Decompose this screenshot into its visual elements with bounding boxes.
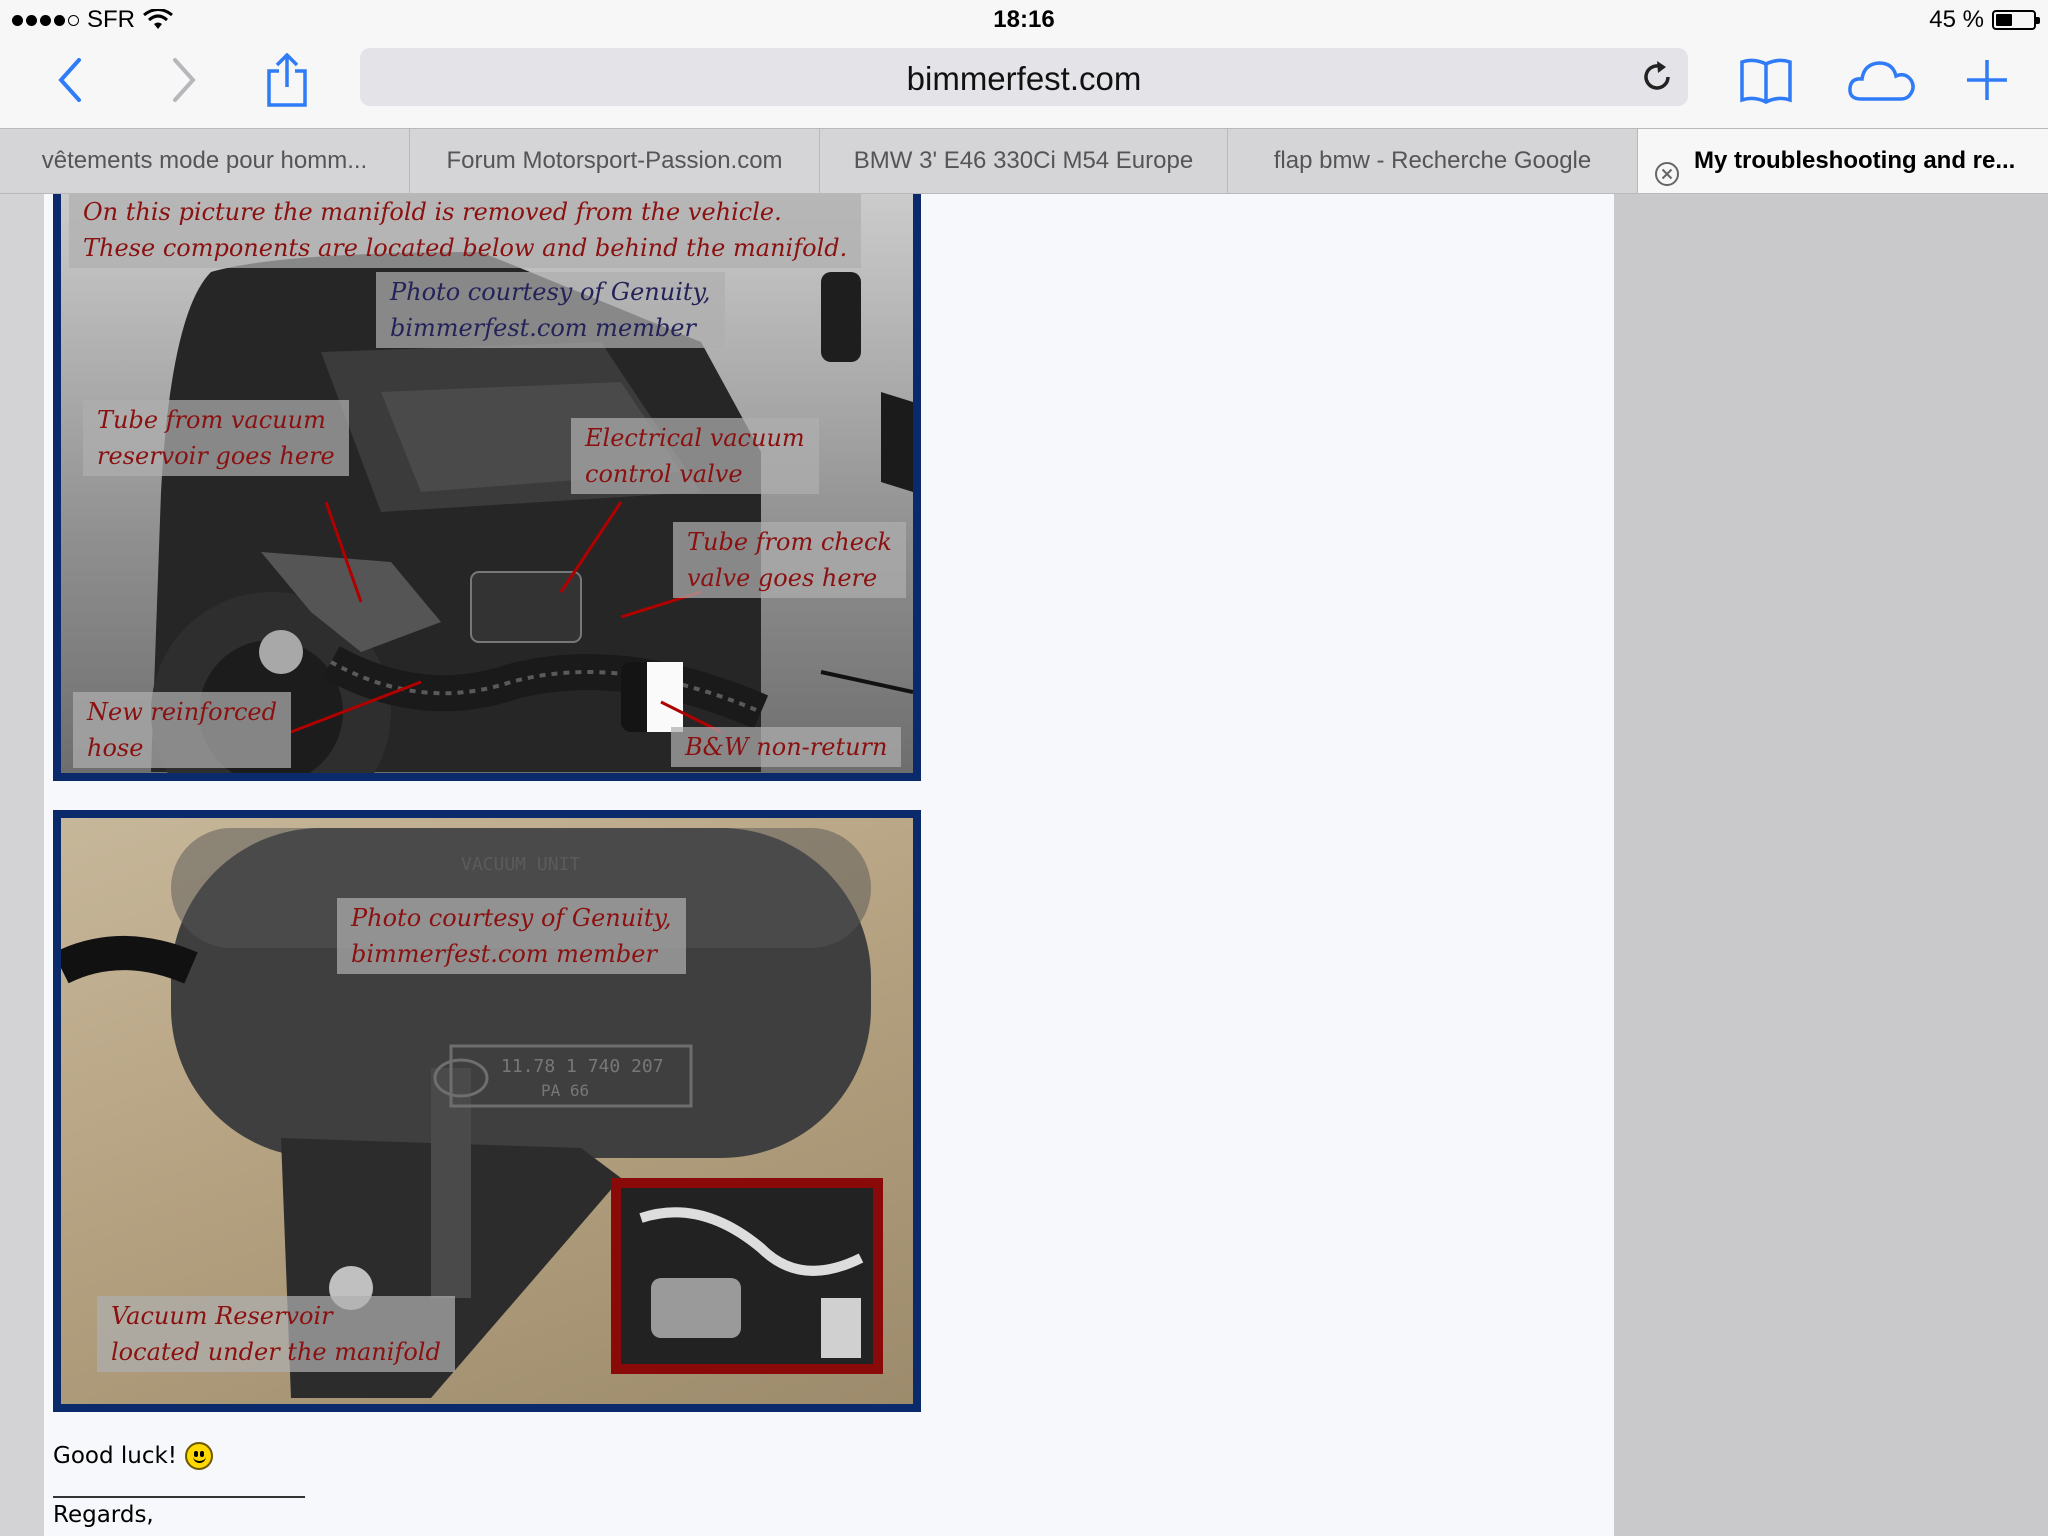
tab-bmw-e46[interactable] — [820, 129, 1228, 193]
tab-label: vêtements mode pour homm... — [41, 147, 368, 174]
caption-non-return-valve: B&W non-return — [671, 727, 901, 767]
good-luck-text — [53, 1442, 213, 1470]
vacuum-reservoir-photo — [53, 810, 921, 1412]
caption-electrical-vacuum-valve: Electrical vacuum control valve — [571, 418, 819, 494]
smiley-icon — [185, 1442, 213, 1470]
caption-new-reinforced-hose: New reinforced hose — [73, 692, 291, 768]
back-icon — [57, 58, 83, 102]
reload-button[interactable] — [1640, 60, 1674, 99]
close-icon — [1654, 161, 1680, 187]
part-number-embossed: 11.78 1 740 207 — [501, 1056, 664, 1077]
tab-motorsport-passion[interactable] — [410, 129, 820, 193]
page-gutter — [0, 194, 44, 1536]
tab-flap-bmw[interactable] — [1228, 129, 1638, 193]
caption-vacuum-reservoir: Vacuum Reservoir located under the manifold — [97, 1296, 455, 1372]
caption-photo-courtesy-2: Photo courtesy of Genuity, bimmerfest.com member — [337, 898, 686, 974]
status-bar — [0, 0, 2048, 40]
forward-button[interactable] — [164, 50, 204, 110]
caption-tube-vacuum-reservoir: Tube from vacuum reservoir goes here — [83, 400, 349, 476]
carrier-name: SFR — [87, 6, 135, 33]
tab-label: BMW 3' E46 330Ci M54 Europe — [853, 147, 1194, 174]
battery-percent: 45 % — [1929, 6, 1984, 33]
address-bar[interactable] — [360, 48, 1688, 106]
bookmarks-icon — [1739, 56, 1793, 104]
cloud-tabs-icon — [1847, 58, 1917, 102]
caption-tube-check-valve: Tube from check valve goes here — [673, 522, 906, 598]
status-time: 18:16 — [993, 6, 1055, 33]
tab-bar — [0, 128, 2048, 194]
page-column — [0, 194, 1614, 1536]
tab-label: Forum Motorsport-Passion.com — [446, 147, 783, 174]
signature-divider — [53, 1496, 305, 1498]
cloud-tabs-button[interactable] — [1846, 50, 1918, 110]
url-text: bimmerfest.com — [906, 60, 1142, 97]
battery-icon — [1992, 10, 2036, 30]
new-tab-button[interactable] — [1964, 50, 2010, 110]
forward-icon — [171, 58, 197, 102]
caption-photo-courtesy: Photo courtesy of Genuity, bimmerfest.com member — [376, 272, 725, 348]
web-content[interactable] — [0, 194, 2048, 1536]
status-right — [1929, 6, 2036, 34]
bookmarks-button[interactable] — [1738, 50, 1794, 110]
regards-text: Regards, — [53, 1502, 154, 1528]
vacuum-unit-embossed: VACUUM UNIT — [461, 854, 581, 875]
tab-troubleshooting-active[interactable] — [1638, 129, 2048, 193]
good-luck-label: Good luck! — [53, 1443, 178, 1469]
share-icon — [265, 53, 309, 107]
tab-label: flap bmw - Recherche Google — [1273, 147, 1592, 174]
close-tab-button[interactable] — [1654, 148, 1680, 193]
share-button[interactable] — [262, 50, 312, 110]
new-tab-icon — [1965, 58, 2009, 102]
battery-fill — [1996, 14, 2012, 26]
tab-vetements[interactable] — [0, 129, 410, 193]
intake-manifold-photo — [53, 194, 921, 781]
back-button[interactable] — [50, 50, 90, 110]
caption-manifold-removed: On this picture the manifold is removed from the vehicle. These components are located below and behind the manifold. — [69, 194, 861, 268]
browser-toolbar — [0, 40, 2048, 128]
part-marking-embossed: PA 66 — [541, 1081, 590, 1100]
tab-label: My troubleshooting and re... — [1694, 147, 2016, 174]
reload-icon — [1640, 60, 1674, 94]
